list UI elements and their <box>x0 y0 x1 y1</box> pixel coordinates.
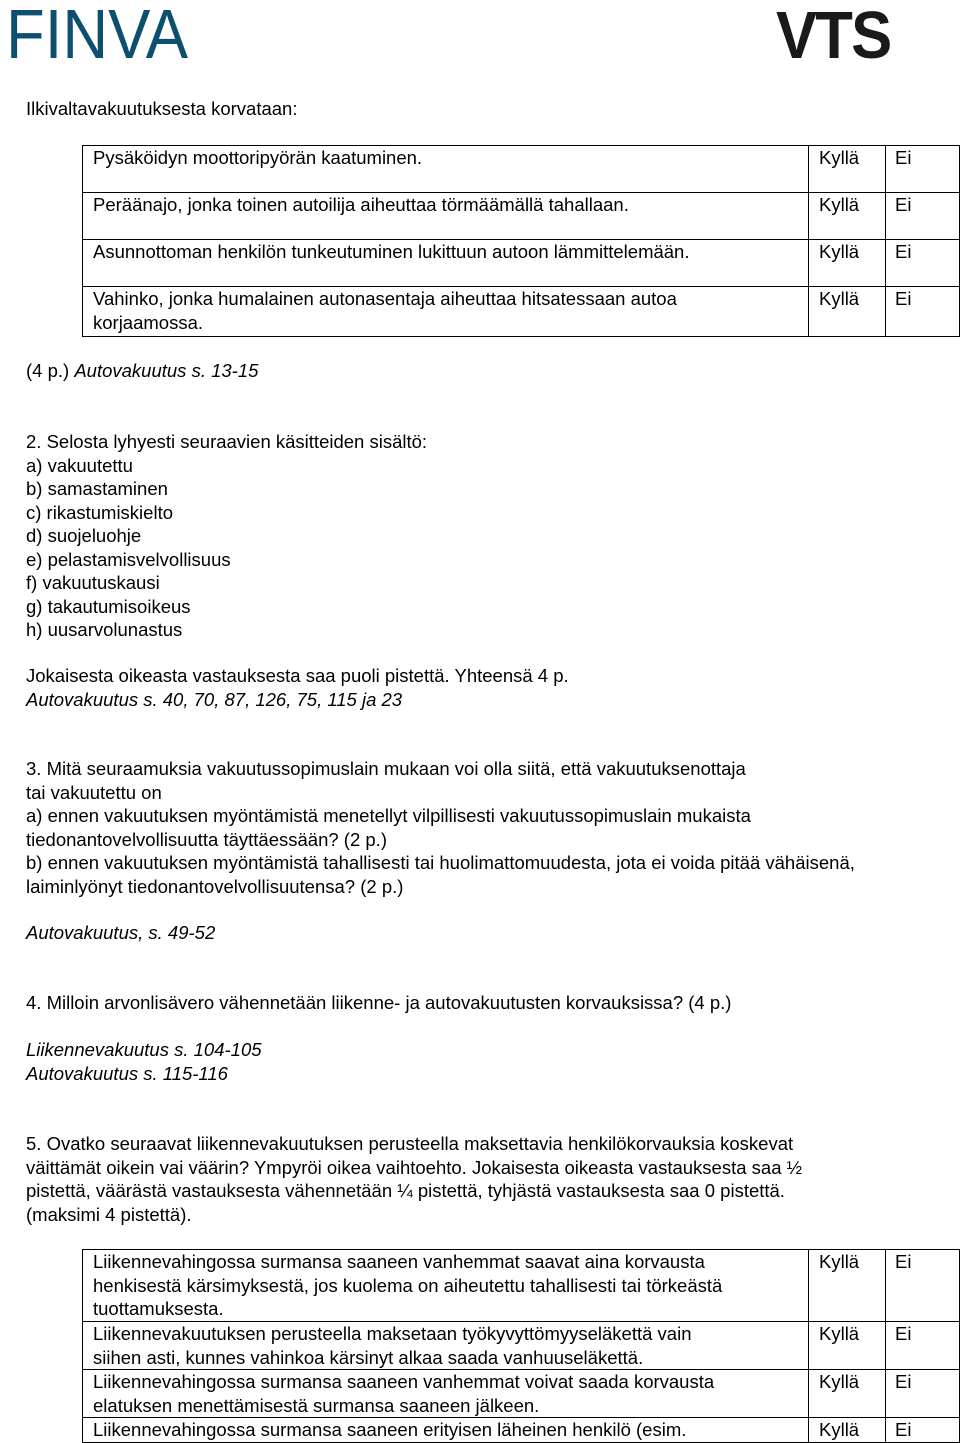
q2-item: g) takautumisoikeus <box>26 595 191 617</box>
q3-item: a) ennen vakuutuksen myöntämistä menetellyt vilpillisesti vakuutussopimuslain mukaista <box>26 805 751 826</box>
yes-option[interactable]: Kyllä <box>809 1250 886 1322</box>
statement-cell <box>83 193 809 240</box>
yes-option[interactable]: Kyllä <box>809 1322 886 1370</box>
q2-item: b) samastaminen <box>26 478 168 499</box>
no-option[interactable]: Ei <box>886 1322 960 1370</box>
q4-references <box>26 1038 951 1085</box>
yes-option[interactable]: Kyllä <box>809 1370 886 1418</box>
no-option[interactable]: Ei <box>886 1418 960 1443</box>
q2-footer <box>26 664 951 711</box>
q3-item: tiedonantovelvollisuutta täyttäessään? (2 p.) <box>26 828 387 850</box>
table-row <box>83 1418 960 1443</box>
q5-question: 5. Ovatko seuraavat liikennevakuutuksen perusteella maksettavia henkilökorvauksia koskevat <box>26 1133 794 1154</box>
table-row <box>83 1370 960 1418</box>
no-option[interactable]: Ei <box>886 1250 960 1322</box>
statement-line: Vahinko, jonka humalainen autonasentaja aiheuttaa hitsatessaan autoa <box>93 288 677 309</box>
statement-line: Pysäköidyn moottoripyörän kaatuminen. <box>93 147 423 168</box>
q4-reference: Liikennevakuutus s. 104-105 <box>26 1039 262 1060</box>
yes-option[interactable]: Kyllä <box>809 1418 886 1443</box>
q3-item: laiminlyönyt tiedonantovelvollisuutensa? (2 p.) <box>26 875 404 897</box>
q1-reference: Autovakuutus s. 13-15 <box>74 360 259 381</box>
q3-question: 3. Mitä seuraamuksia vakuutussopimuslain mukaan voi olla siitä, että vakuutuksenottaja <box>26 758 746 779</box>
q3-reference: Autovakuutus, s. 49-52 <box>26 922 216 943</box>
q5-block <box>26 1132 951 1226</box>
table-row <box>83 240 960 287</box>
q2-item: f) vakuutuskausi <box>26 572 160 593</box>
statement-line: elatuksen menettämisestä surmansa saaneen jälkeen. <box>93 1394 540 1416</box>
no-option[interactable]: Ei <box>886 1370 960 1418</box>
statement-cell <box>83 1418 809 1443</box>
q1-footer <box>26 359 951 383</box>
yes-option[interactable]: Kyllä <box>809 146 886 193</box>
statement-cell <box>83 287 809 337</box>
q5-question: (maksimi 4 pistettä). <box>26 1203 192 1225</box>
no-option[interactable]: Ei <box>886 193 960 240</box>
q2-block <box>26 430 951 642</box>
statement-line: Liikennevahingossa surmansa saaneen vanhemmat voivat saada korvausta <box>93 1371 715 1392</box>
q4-question: 4. Milloin arvonlisävero vähennetään liikenne- ja autovakuutusten korvauksissa? (4 p.) <box>26 992 732 1013</box>
statement-line: korjaamossa. <box>93 311 204 333</box>
table-row <box>83 146 960 193</box>
statement-line: Liikennevahingossa surmansa saaneen vanhemmat saavat aina korvausta <box>93 1251 705 1272</box>
yes-option[interactable]: Kyllä <box>809 193 886 240</box>
table-row <box>83 1250 960 1322</box>
yes-option[interactable]: Kyllä <box>809 287 886 337</box>
q3-block <box>26 757 951 898</box>
statement-line: henkisestä kärsimyksestä, jos kuolema on aiheutettu tahallisesti tai törkeästä <box>93 1274 723 1296</box>
q2-reference: Autovakuutus s. 40, 70, 87, 126, 75, 115 ja 23 <box>26 688 403 710</box>
no-option[interactable]: Ei <box>886 240 960 287</box>
q2-scoring: Jokaisesta oikeasta vastauksesta saa puoli pistettä. Yhteensä 4 p. <box>26 665 569 686</box>
statement-cell <box>83 146 809 193</box>
table-row <box>83 1322 960 1370</box>
q5-question: pistettä, väärästä vastauksesta vähennetään ¼ pistettä, tyhjästä vastauksesta saa 0 pistettä. <box>26 1180 785 1201</box>
q5-question: väittämät oikein vai väärin? Ympyröi oikea vaihtoehto. Jokaisesta oikeasta vastauksesta saa ½ <box>26 1156 803 1178</box>
statement-line: Asunnottoman henkilön tunkeutuminen lukittuun autoon lämmittelemään. <box>93 241 690 262</box>
statement-cell <box>83 1322 809 1370</box>
statement-line: Liikennevahingossa surmansa saaneen erityisen läheinen henkilö (esim. <box>93 1419 687 1440</box>
q1-table <box>82 145 960 337</box>
statement-line: Peräänajo, jonka toinen autoilija aiheuttaa törmäämällä tahallaan. <box>93 194 629 215</box>
finva-logo-text: FINVA <box>6 2 189 64</box>
q2-item: d) suojeluohje <box>26 525 142 546</box>
table-row <box>83 193 960 240</box>
q2-item: h) uusarvolunastus <box>26 619 183 640</box>
statement-cell <box>83 240 809 287</box>
q2-item: a) vakuutettu <box>26 454 133 476</box>
vts-logo: VTS <box>776 0 891 73</box>
no-option[interactable]: Ei <box>886 146 960 193</box>
q1-intro: Ilkivaltavakuutuksesta korvataan: <box>26 98 298 119</box>
q5-table <box>82 1249 960 1443</box>
q1-points: (4 p.) <box>26 360 70 381</box>
q2-question: 2. Selosta lyhyesti seuraavien käsitteiden sisältö: <box>26 431 428 452</box>
q3-question: tai vakuutettu on <box>26 781 162 803</box>
q2-item: e) pelastamisvelvollisuus <box>26 548 231 570</box>
statement-line: Liikennevakuutuksen perusteella maksetaan työkyvyttömyyseläkettä vain <box>93 1323 692 1344</box>
statement-line: siihen asti, kunnes vahinkoa kärsinyt alkaa saada vanhuuseläkettä. <box>93 1346 644 1368</box>
no-option[interactable]: Ei <box>886 287 960 337</box>
q4-reference: Autovakuutus s. 115-116 <box>26 1062 228 1084</box>
statement-cell <box>83 1250 809 1322</box>
q3-item: b) ennen vakuutuksen myöntämistä tahallisesti tai huolimattomuudesta, jota ei voida pitää vähäisenä, <box>26 852 855 873</box>
q2-item: c) rikastumiskielto <box>26 501 173 523</box>
table-row <box>83 287 960 337</box>
statement-line: tuottamuksesta. <box>93 1298 224 1319</box>
finva-logo <box>6 2 190 64</box>
yes-option[interactable]: Kyllä <box>809 240 886 287</box>
statement-cell <box>83 1370 809 1418</box>
